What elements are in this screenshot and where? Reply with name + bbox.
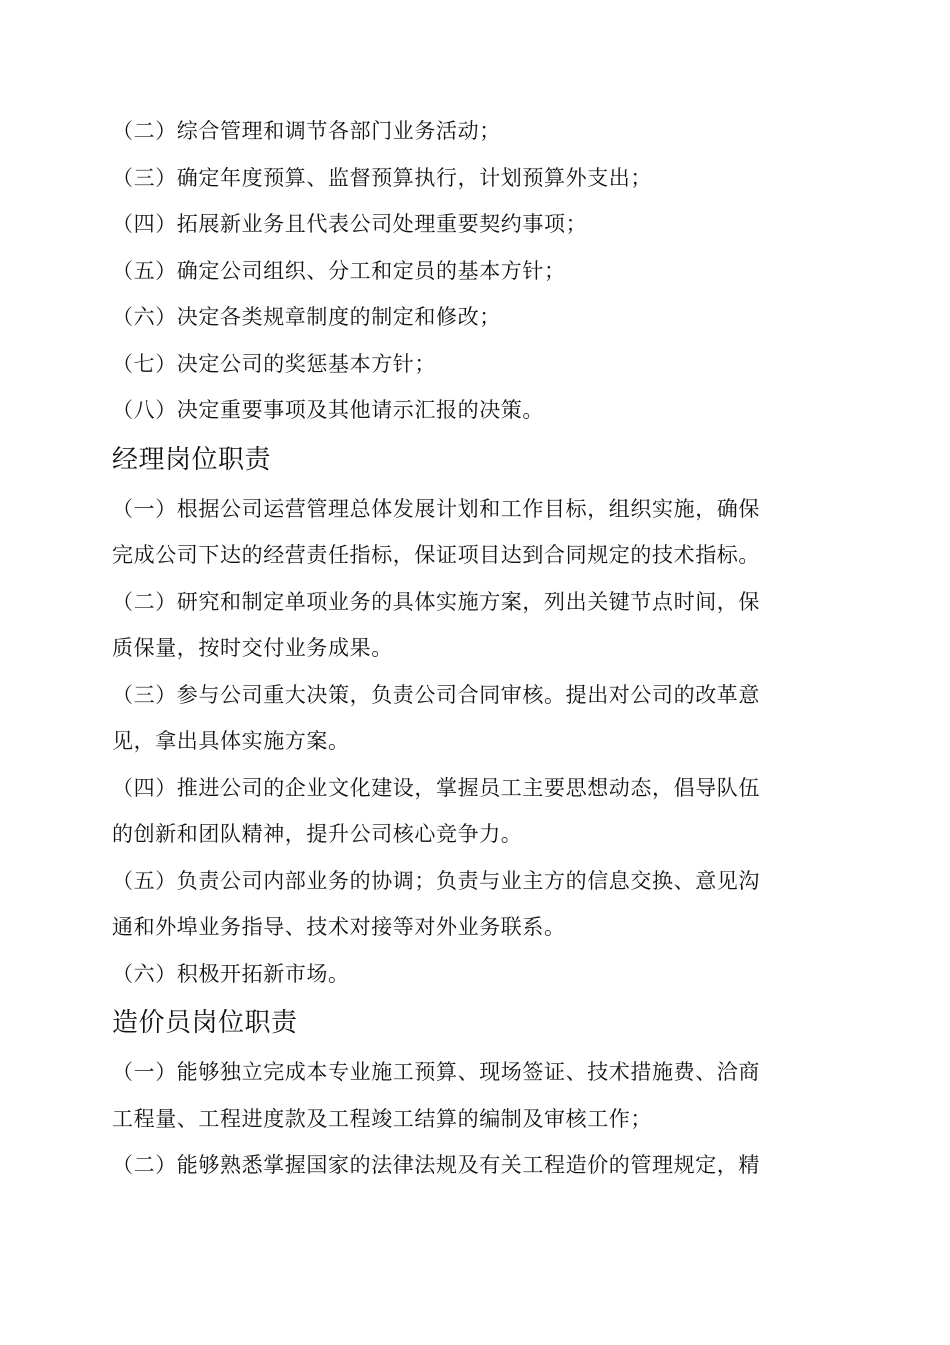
duty-line: （六）积极开拓新市场。 <box>112 961 350 986</box>
duty-item: （八）决定重要事项及其他请示汇报的决策。 <box>112 398 544 422</box>
section-heading-manager: 经理岗位职责 <box>112 444 272 475</box>
duty-line: 质保量，按时交付业务成果。 <box>112 636 393 660</box>
duty-item: （三）确定年度预算、监督预算执行，计划预算外支出； <box>112 165 652 190</box>
cost-estimator-duties-list <box>112 1049 772 1189</box>
general-manager-duties-list <box>112 108 772 434</box>
document-page <box>112 108 772 1189</box>
duty-item: （五）确定公司组织、分工和定员的基本方针； <box>112 258 566 283</box>
manager-duties-list <box>112 486 772 998</box>
duty-line: （三）参与公司重大决策，负责公司合同审核。提出对公司的改革意 <box>112 682 760 707</box>
duty-line: 见，拿出具体实施方案。 <box>112 729 350 753</box>
duty-line: （二）研究和制定单项业务的具体实施方案，列出关键节点时间，保 <box>112 589 760 614</box>
duty-line: （二）能够熟悉掌握国家的法律法规及有关工程造价的管理规定，精 <box>112 1153 760 1177</box>
section-heading-cost-estimator: 造价员岗位职责 <box>112 1008 298 1038</box>
duty-item: （四）拓展新业务且代表公司处理重要契约事项； <box>112 212 588 236</box>
duty-line: 完成公司下达的经营责任指标，保证项目达到合同规定的技术指标。 <box>112 543 760 567</box>
duty-item: （七）决定公司的奖惩基本方针； <box>112 351 436 376</box>
duty-line: 工程量、工程进度款及工程竣工结算的编制及审核工作； <box>112 1106 652 1131</box>
duty-item: （二）综合管理和调节各部门业务活动； <box>112 119 501 143</box>
duty-line: （五）负责公司内部业务的协调；负责与业主方的信息交换、意见沟 <box>112 868 760 893</box>
duty-item: （六）决定各类规章制度的制定和修改； <box>112 305 501 329</box>
duty-line: 通和外埠业务指导、技术对接等对外业务联系。 <box>112 915 566 939</box>
duty-line: （一）根据公司运营管理总体发展计划和工作目标，组织实施，确保 <box>112 496 760 521</box>
duty-line: （四）推进公司的企业文化建设，掌握员工主要思想动态，倡导队伍 <box>112 775 760 800</box>
duty-line: （一）能够独立完成本专业施工预算、现场签证、技术措施费、洽商 <box>112 1060 760 1084</box>
duty-line: 的创新和团队精神，提升公司核心竞争力。 <box>112 822 523 846</box>
